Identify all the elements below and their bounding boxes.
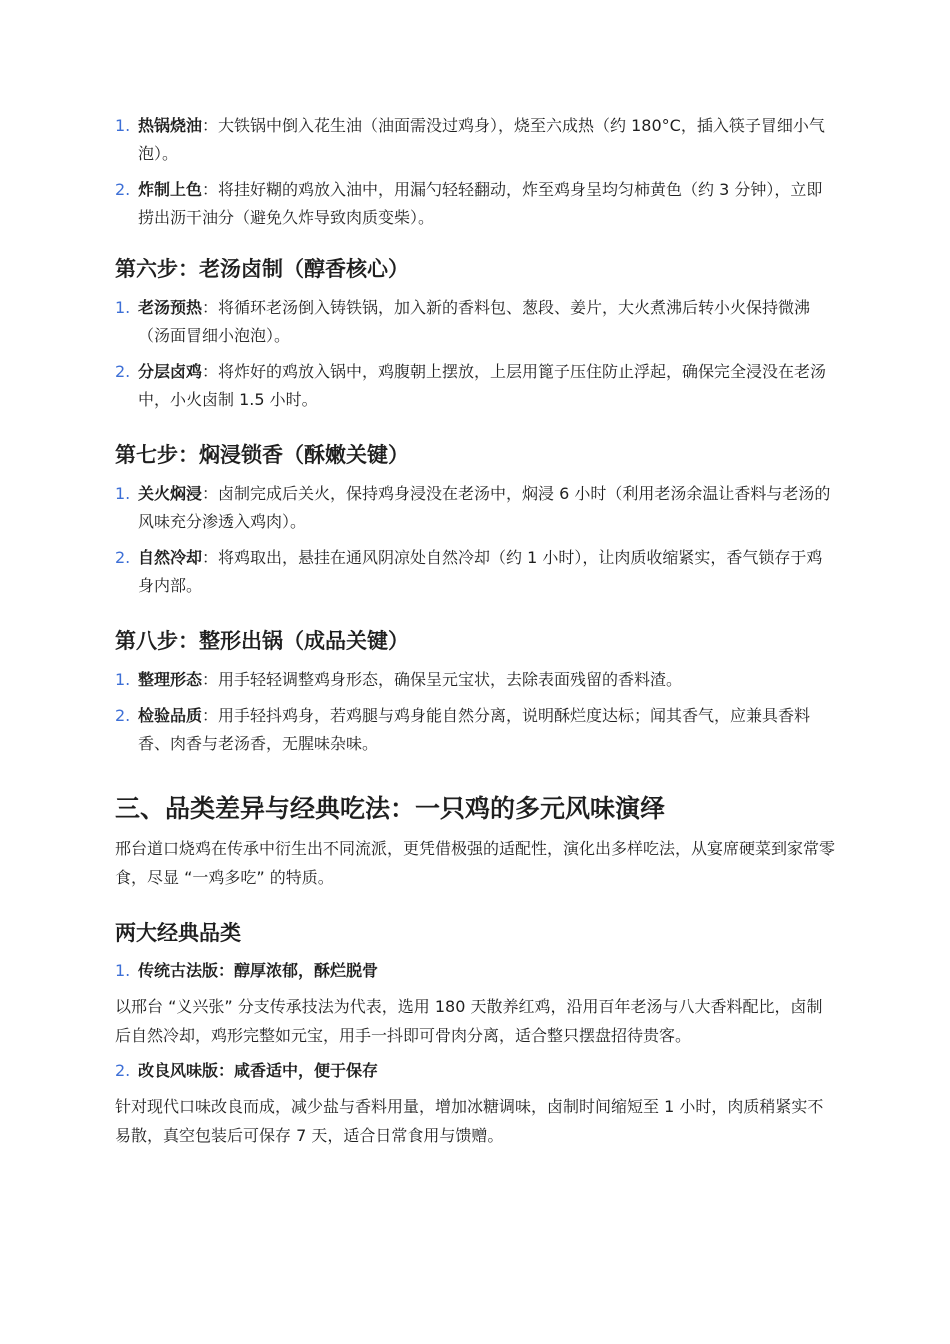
list-number: 1. [115, 298, 131, 317]
step6-list [115, 294, 837, 414]
list-number: 2. [115, 362, 131, 381]
section3-heading: 三、品类差异与经典吃法：一只鸡的多元风味演绎 [115, 794, 666, 823]
category-title [115, 958, 837, 984]
item-text: 将鸡取出，悬挂在通风阴凉处自然冷却（约 1 小时），让肉质收缩紧实，香气锁存于鸡身内部。 [138, 548, 823, 595]
list-number: 2. [115, 180, 131, 199]
item-term: 检验品质 [138, 706, 203, 725]
list-item [115, 480, 837, 536]
item-separator: ： [202, 670, 219, 689]
list-item [115, 702, 837, 758]
item-separator: ： [202, 298, 219, 317]
item-separator: ： [202, 548, 219, 567]
list-number: 2. [115, 548, 131, 567]
list-number: 1. [115, 961, 131, 980]
categories-heading: 两大经典品类 [115, 921, 241, 945]
list-number: 1. [115, 116, 131, 135]
item-text: 将炸好的鸡放入锅中，鸡腹朝上摆放，上层用篦子压住防止浮起，确保完全浸没在老汤中，小火卤制 1.5 小时。 [138, 362, 827, 409]
item-term: 关火焖浸 [138, 484, 203, 503]
list-number: 1. [115, 670, 131, 689]
item-term: 炸制上色 [138, 180, 203, 199]
item-text: 用手轻抖鸡身，若鸡腿与鸡身能自然分离，说明酥烂度达标；闻其香气，应兼具香料香、肉香与老汤香，无腥味杂味。 [138, 706, 811, 753]
item-separator: ： [202, 706, 219, 725]
item-term: 自然冷却 [138, 548, 203, 567]
item-term: 整理形态 [138, 670, 203, 689]
list-item [115, 176, 837, 232]
list-number: 1. [115, 484, 131, 503]
category-title-text: 传统古法版：醇厚浓郁，酥烂脱骨 [138, 961, 379, 980]
step6-heading: 第六步：老汤卤制（醇香核心） [115, 257, 409, 281]
section3-intro: 邢台道口烧鸡在传承中衍生出不同流派，更凭借极强的适配性，演化出多样吃法，从宴席硬菜到家常零食，尽显 “一鸡多吃” 的特质。 [115, 839, 836, 887]
category-title [115, 1058, 837, 1084]
item-separator: ： [202, 362, 219, 381]
step7-list [115, 480, 837, 600]
list-item [115, 294, 837, 350]
document-page [115, 112, 837, 1158]
step7-heading: 第七步：焖浸锁香（酥嫩关键） [115, 443, 409, 467]
item-text: 将挂好糊的鸡放入油中，用漏勺轻轻翻动，炸至鸡身呈均匀柿黄色（约 3 分钟），立即捞出沥干油分（避免久炸导致肉质变柴）。 [138, 180, 823, 227]
item-text: 卤制完成后关火，保持鸡身浸没在老汤中，焖浸 6 小时（利用老汤余温让香料与老汤的风味充分渗透入鸡肉）。 [138, 484, 831, 531]
list-number: 2. [115, 706, 131, 725]
item-term: 分层卤鸡 [138, 362, 203, 381]
category-description: 针对现代口味改良而成，减少盐与香料用量，增加冰糖调味，卤制时间缩短至 1 小时，肉质稍紧实不易散，真空包装后可保存 7 天，适合日常食用与馈赠。 [115, 1097, 824, 1145]
step8-list [115, 666, 837, 758]
category-title-text: 改良风味版：咸香适中，便于保存 [138, 1061, 379, 1080]
item-text: 大铁锅中倒入花生油（油面需没过鸡身），烧至六成热（约 180°C，插入筷子冒细小气泡）。 [138, 116, 825, 163]
list-item [115, 112, 837, 168]
list-item [115, 666, 837, 694]
item-separator: ： [202, 484, 219, 503]
item-term: 老汤预热 [138, 298, 203, 317]
category-description: 以邢台 “义兴张” 分支传承技法为代表，选用 180 天散养红鸡，沿用百年老汤与八大香料配比，卤制后自然冷却，鸡形完整如元宝，用手一抖即可骨肉分离，适合整只摆盘招待贵客。 [115, 997, 823, 1045]
list-item [115, 544, 837, 600]
item-term: 热锅烧油 [138, 116, 203, 135]
item-text: 用手轻轻调整鸡身形态，确保呈元宝状，去除表面残留的香料渣。 [218, 670, 683, 689]
list-number: 2. [115, 1061, 131, 1080]
item-separator: ： [202, 180, 219, 199]
item-text: 将循环老汤倒入铸铁锅，加入新的香料包、葱段、姜片，大火煮沸后转小火保持微沸（汤面冒细小泡泡）。 [138, 298, 811, 345]
step5-list [115, 112, 837, 232]
list-item [115, 358, 837, 414]
step8-heading: 第八步：整形出锅（成品关键） [115, 629, 409, 653]
item-separator: ： [202, 116, 219, 135]
